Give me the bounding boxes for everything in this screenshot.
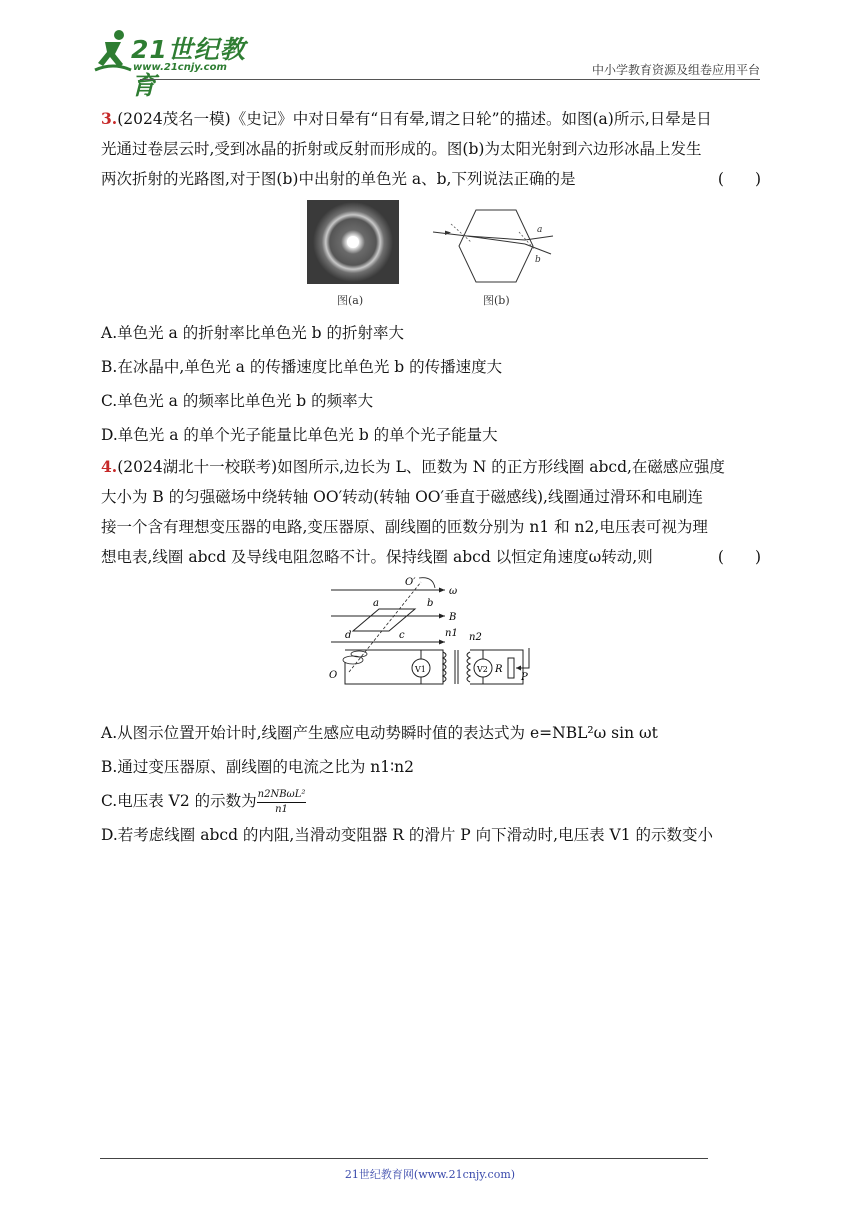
generator-transformer-circuit xyxy=(323,576,543,712)
runner-logo-icon xyxy=(93,28,133,74)
option-4c-fraction xyxy=(257,788,307,817)
answer-bracket: ( ) xyxy=(717,170,761,188)
question-3-stem-line3: 两次折射的光路图,对于图(b)中出射的单色光 a、b,下列说法正确的是 xyxy=(101,170,576,188)
question-4-stem-line4: 想电表,线圈 abcd 及导线电阻忽略不计。保持线圈 abcd 以恒定角速度ω转动,则 xyxy=(101,548,653,566)
omega-label: ω xyxy=(449,586,458,597)
option-3a: A.单色光 a 的折射率比单色光 b 的折射率大 xyxy=(101,324,404,342)
field-b-label: B xyxy=(449,612,457,623)
logo-url-text: www.21cnjy.com xyxy=(133,62,227,73)
question-content xyxy=(101,104,761,852)
fraction-denominator: n1 xyxy=(275,803,288,815)
question-4-source: (2024湖北十一校联考) xyxy=(117,458,278,476)
question-4-stem-line3: 接一个含有理想变压器的电路,变压器原、副线圈的匝数分别为 n1 和 n2,电压表可视为理 xyxy=(101,518,708,536)
question-4-number: 4. xyxy=(101,457,118,476)
question-3-figures xyxy=(101,200,761,312)
n2-label: n2 xyxy=(469,632,482,643)
voltmeter-v2-label: V2 xyxy=(477,665,488,674)
halo-photo xyxy=(307,200,399,284)
option-3b: B.在冰晶中,单色光 a 的传播速度比单色光 b 的传播速度大 xyxy=(101,358,503,376)
answer-bracket: ( ) xyxy=(717,548,761,566)
fraction-numerator: n2NBωL² xyxy=(257,788,307,803)
voltmeter-v1-label: V1 xyxy=(415,665,426,674)
corner-c-label: c xyxy=(399,630,405,641)
figure-b-caption: 图(b) xyxy=(483,294,510,307)
question-4-figure xyxy=(101,576,761,714)
sun-halo-image xyxy=(307,200,399,284)
figure-a-caption: 图(a) xyxy=(337,294,364,307)
question-3-stem xyxy=(101,104,761,194)
question-4-stem-line2: 大小为 B 的匀强磁场中绕转轴 OO′转动(转轴 OO′垂直于磁感线),线圈通过滑环和电刷连 xyxy=(101,488,703,506)
question-3 xyxy=(101,104,761,452)
question-4-stem xyxy=(101,452,761,572)
axis-top-label: O′ xyxy=(405,577,416,588)
corner-b-label: b xyxy=(427,598,434,609)
ray-a-label: a xyxy=(537,225,543,235)
corner-d-label: d xyxy=(345,630,352,641)
platform-name: 中小学教育资源及组卷应用平台 xyxy=(591,63,760,77)
header-divider xyxy=(140,79,760,80)
option-4a: A.从图示位置开始计时,线圈产生感应电动势瞬时值的表达式为 e=NBL²ω sin ωt xyxy=(101,724,658,742)
axis-bottom-label: O xyxy=(329,670,338,681)
page-header xyxy=(0,0,860,100)
option-4c-prefix: C.电压表 V2 的示数为 xyxy=(101,792,257,810)
question-4-stem-line1: 如图所示,边长为 L、匝数为 N 的正方形线圈 abcd,在磁感应强度 xyxy=(277,458,725,476)
option-4c xyxy=(101,784,761,818)
option-4d: D.若考虑线圈 abcd 的内阻,当滑动变阻器 R 的滑片 P 向下滑动时,电压表 V1 的示数变小 xyxy=(101,826,713,844)
hexagon-crystal-diagram xyxy=(431,204,561,290)
question-4 xyxy=(101,452,761,852)
site-logo xyxy=(93,28,263,100)
question-3-source: (2024茂名一模) xyxy=(117,110,231,128)
option-3c: C.单色光 a 的频率比单色光 b 的频率大 xyxy=(101,392,374,410)
question-3-number: 3. xyxy=(101,109,118,128)
footer-divider xyxy=(100,1158,708,1159)
ray-b-label: b xyxy=(535,255,541,265)
n1-label: n1 xyxy=(445,628,458,639)
logo-brand-text: 21世纪教育 xyxy=(131,35,246,100)
footer-text: 21世纪教育网(www.21cnjy.com) xyxy=(344,1168,516,1181)
question-3-stem-line2: 光通过卷层云时,受到冰晶的折射或反射而形成的。图(b)为太阳光射到六边形冰晶上发生 xyxy=(101,140,702,158)
hexagon-ray-diagram xyxy=(431,204,561,290)
slider-p-label: P xyxy=(521,672,528,683)
corner-a-label: a xyxy=(373,598,379,609)
resistor-r-label: R xyxy=(495,664,503,675)
question-3-stem-line1: 《史记》中对日晕有“日有晕,谓之日轮”的描述。如图(a)所示,日晕是日 xyxy=(230,110,712,128)
option-3d: D.单色光 a 的单个光子能量比单色光 b 的单个光子能量大 xyxy=(101,426,498,444)
option-4b: B.通过变压器原、副线圈的电流之比为 n1∶n2 xyxy=(101,758,414,776)
